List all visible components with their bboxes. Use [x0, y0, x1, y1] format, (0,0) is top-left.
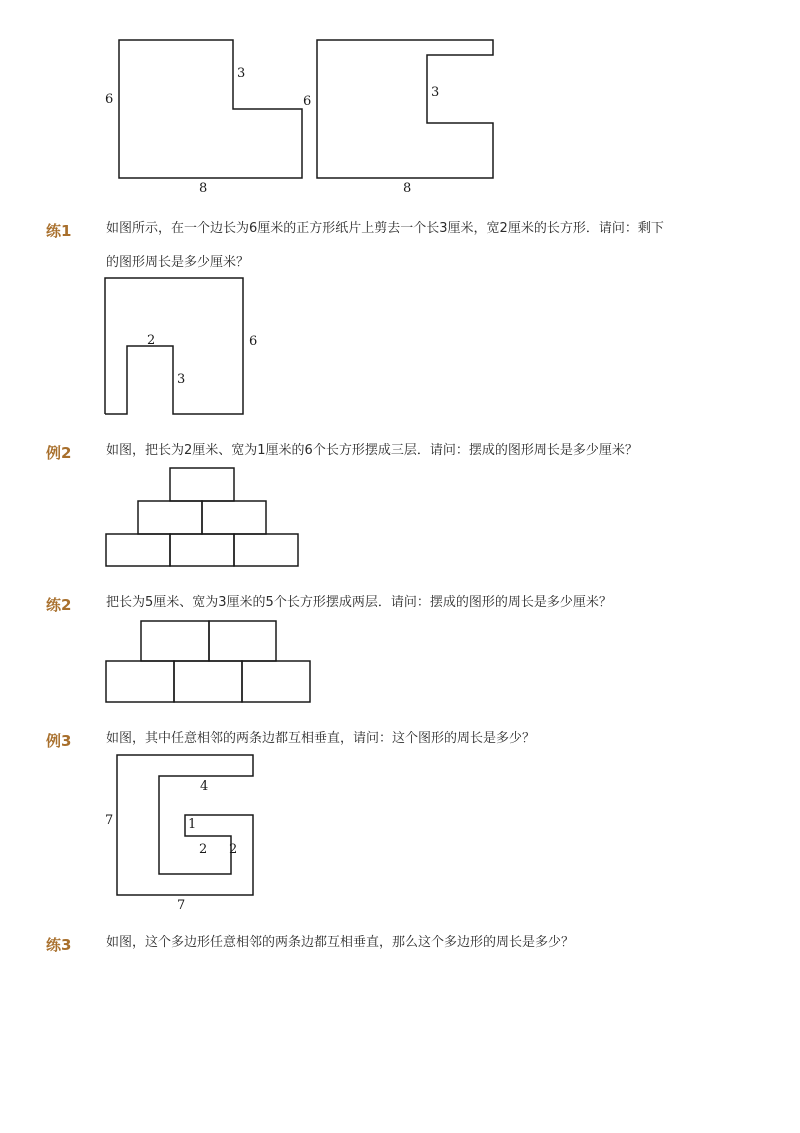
top-right-label-width: 8 — [403, 181, 412, 196]
top-right-label-notch: 3 — [431, 85, 440, 100]
practice3-tag: 练3 — [46, 936, 72, 954]
example2-tag: 例2 — [46, 444, 72, 462]
top-left-label-height: 6 — [105, 92, 114, 107]
practice1-label-side: 6 — [249, 334, 258, 349]
practice1-question-cont — [106, 246, 746, 280]
example2-rect-bottom-right — [234, 534, 298, 566]
top-left-label-width: 8 — [199, 181, 208, 196]
practice1-question — [106, 212, 746, 246]
example2-figure — [106, 468, 298, 566]
example2-rect-mid-left — [138, 501, 202, 534]
practice1-figure — [105, 278, 257, 414]
practice2-rect-bottom-right — [242, 661, 310, 702]
top-right-notch-shape — [303, 40, 493, 196]
example3-outline — [117, 755, 253, 895]
example2-question: 如图，把长为2厘米、宽为1厘米的6个长方形摆成三层．请问：摆成的图形周长是多少厘米？ — [106, 443, 638, 458]
top-left-label-notch: 3 — [237, 66, 246, 81]
example3-label-7-bottom: 7 — [177, 898, 186, 913]
practice3-question: 如图，这个多边形任意相邻的两条边都互相垂直，那么这个多边形的周长是多少？ — [106, 935, 575, 950]
example3-label-1: 1 — [188, 817, 197, 832]
example3-label-2b: 2 — [229, 842, 238, 857]
example3-label-4: 4 — [200, 779, 209, 794]
practice1-label-cut-width: 2 — [147, 333, 156, 348]
practice1-tag: 练1 — [46, 222, 72, 240]
practice1-label-cut-height: 3 — [177, 372, 186, 387]
example2-rect-mid-right — [202, 501, 266, 534]
example2-rect-bottom-mid — [170, 534, 234, 566]
practice2-rect-bottom-mid — [174, 661, 242, 702]
practice2-question: 把长为5厘米、宽为3厘米的5个长方形摆成两层．请问：摆成的图形的周长是多少厘米？ — [106, 595, 612, 610]
practice1-question-line1: 如图所示，在一个边长为6厘米的正方形纸片上剪去一个长3厘米，宽2厘米的长方形．请问：剩下 — [106, 221, 664, 236]
practice2-tag: 练2 — [46, 596, 72, 614]
practice1-question-line2: 的图形周长是多少厘米？ — [106, 255, 250, 270]
example3-label-7-left: 7 — [105, 813, 114, 828]
example2-rect-top — [170, 468, 234, 501]
top-right-outline — [317, 40, 493, 178]
practice2-rect-top-left — [141, 621, 209, 661]
practice2-rect-bottom-left — [106, 661, 174, 702]
example3-figure — [105, 755, 253, 913]
top-right-label-height: 6 — [303, 94, 312, 109]
example3-label-2a: 2 — [199, 842, 208, 857]
example2-rect-bottom-left — [106, 534, 170, 566]
top-left-l-shape — [105, 40, 302, 196]
practice2-figure — [106, 621, 310, 702]
example3-tag: 例3 — [46, 732, 72, 750]
top-left-l-outline — [119, 40, 302, 178]
practice1-outline — [105, 278, 243, 414]
practice2-rect-top-right — [209, 621, 276, 661]
example3-question: 如图，其中任意相邻的两条边都互相垂直，请问：这个图形的周长是多少？ — [106, 731, 536, 746]
